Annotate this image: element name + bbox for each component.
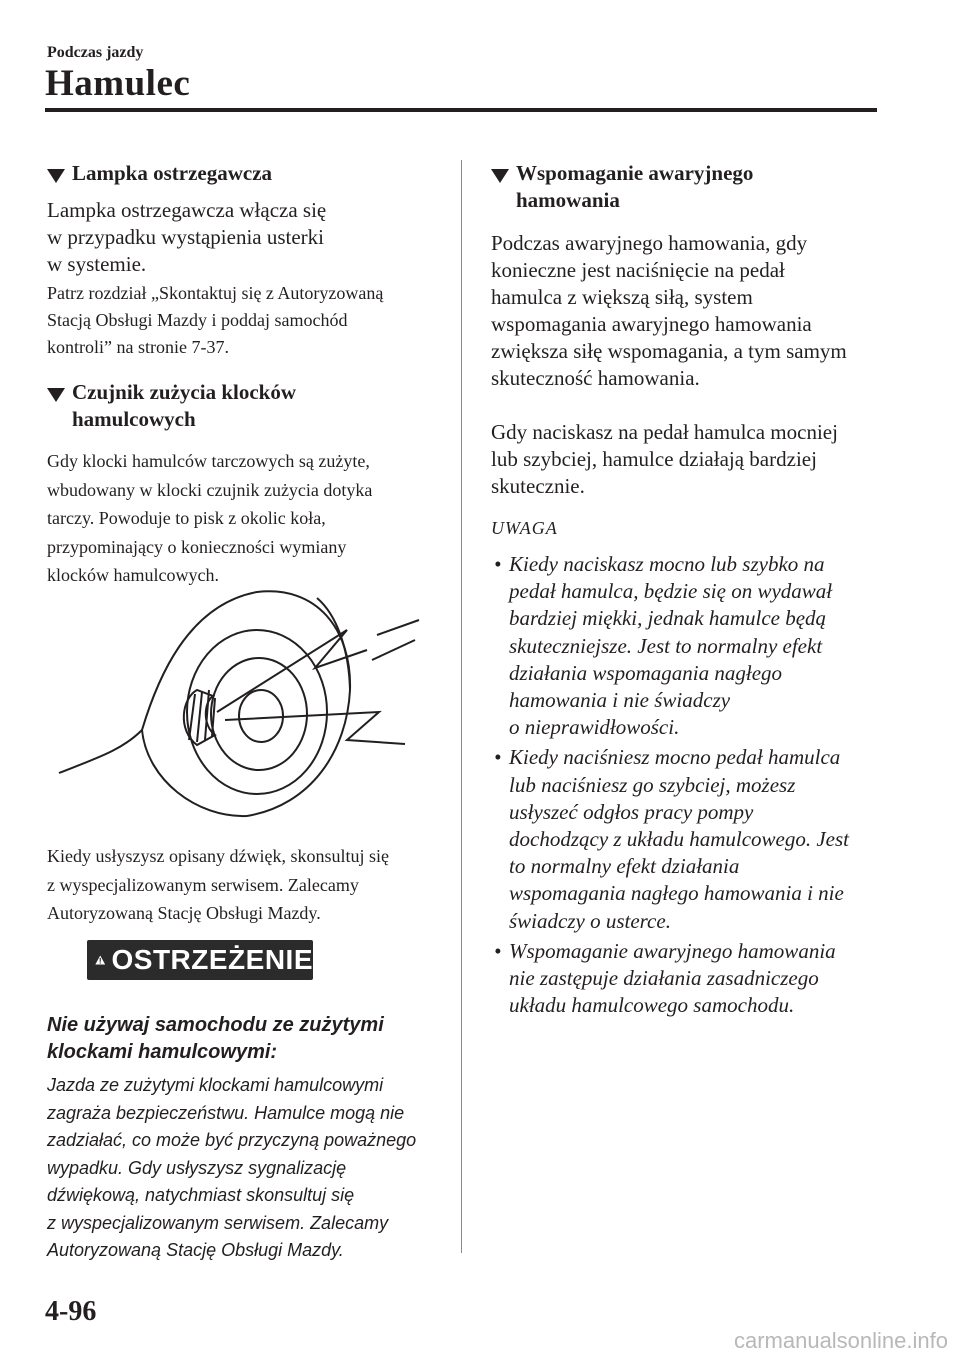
title-rule (45, 108, 877, 112)
warning-block (47, 1012, 447, 1265)
section-label: Podczas jazdy (47, 44, 144, 61)
warning-badge-label: OSTRZEŻENIE (111, 944, 313, 975)
bullet-dot: • (494, 745, 502, 770)
note-label: UWAGA (491, 518, 558, 538)
column-divider (461, 160, 462, 1253)
warning-lamp-reference: Patrz rozdział „Skontaktuj się z Autoryzowaną Stacją Obsługi Mazdy i poddaj samochód kontroli” na stronie 7-37. (47, 283, 384, 357)
note-list (491, 551, 891, 1019)
wear-indicator-text: Gdy klocki hamulców tarczowych są zużyte, wbudowany w klocki czujnik zużycia dotyka tarczy. Powoduje to pisk z okolic koła, przypominający o konieczności wymiany klocków hamulcowych. (47, 451, 373, 585)
page-number: 4-96 (45, 1296, 97, 1327)
heading-brake-assist: Wspomaganie awaryjnego hamowania (491, 160, 891, 214)
right-column (491, 160, 891, 1019)
bullet-dot: • (494, 938, 502, 963)
left-column (47, 160, 447, 590)
triangle-bullet-icon (47, 169, 65, 183)
triangle-bullet-icon (47, 388, 65, 402)
heading-warning-lamp: Lampka ostrzegawcza (47, 160, 447, 187)
list-item: • Kiedy naciśniesz mocno pedał hamulca lub naciśniesz go szybciej, możesz usłyszeć odgłos pracy pompy dochodzący z układu hamulcowego. Jest to normalny efekt działania wspomagania nagłego hamowania i nie świadczy o usterce. (494, 745, 850, 933)
warning-badge (87, 940, 313, 980)
warning-heading: Nie używaj samochodu ze zużytymi klockami hamulcowymi: (47, 1014, 384, 1063)
watermark: carmanualsonline.info (733, 1328, 948, 1353)
warning-triangle-icon (95, 946, 105, 974)
list-item: • Wspomaganie awaryjnego hamowania nie zastępuje działania zasadniczego układu hamulcowego samochodu. (494, 938, 836, 1018)
page-title: Hamulec (45, 63, 191, 104)
brake-assist-para-2: Gdy naciskasz na pedał hamulca mocniej lub szybciej, hamulce działają bardziej skutecznie. (491, 420, 838, 498)
warning-body: Jazda ze zużytymi klockami hamulcowymi zagraża bezpieczeństwu. Hamulce mogą nie zadziałać, co może być przyczyną poważnego wypadku. Gdy usłyszysz sygnalizację dźwiękową, natychmiast skonsultuj się z wyspecjalizowanym serwisem. Zalecamy Autoryzowaną Stację Obsługi Mazdy. (47, 1075, 417, 1260)
list-item: • Kiedy naciskasz mocno lub szybko na pedał hamulca, będzie się on wydawał bardziej miękki, jednak hamulce będą skuteczniejsze. Jest to normalny efekt działania wspomagania nagłego hamowania i nie świadczy o nieprawidłowości. (494, 552, 833, 740)
brake-wear-illustration (47, 580, 427, 820)
warning-lamp-text: Lampka ostrzegawcza włącza się w przypadku wystąpienia usterki w systemie. (47, 198, 327, 276)
brake-assist-para-1: Podczas awaryjnego hamowania, gdy konieczne jest naciśnięcie na pedał hamulca z większą siłą, system wspomagania awaryjnego hamowania zwiększa siłę wspomagania, a tym samym skuteczność hamowania. (491, 231, 847, 390)
triangle-bullet-icon (491, 169, 509, 183)
heading-wear-indicator: Czujnik zużycia klocków hamulcowych (47, 379, 447, 433)
bullet-dot: • (494, 552, 502, 576)
after-figure-text: Kiedy usłyszysz opisany dźwięk, skonsultuj się z wyspecjalizowanym serwisem. Zalecamy Autoryzowaną Stację Obsługi Mazdy. (47, 846, 389, 923)
